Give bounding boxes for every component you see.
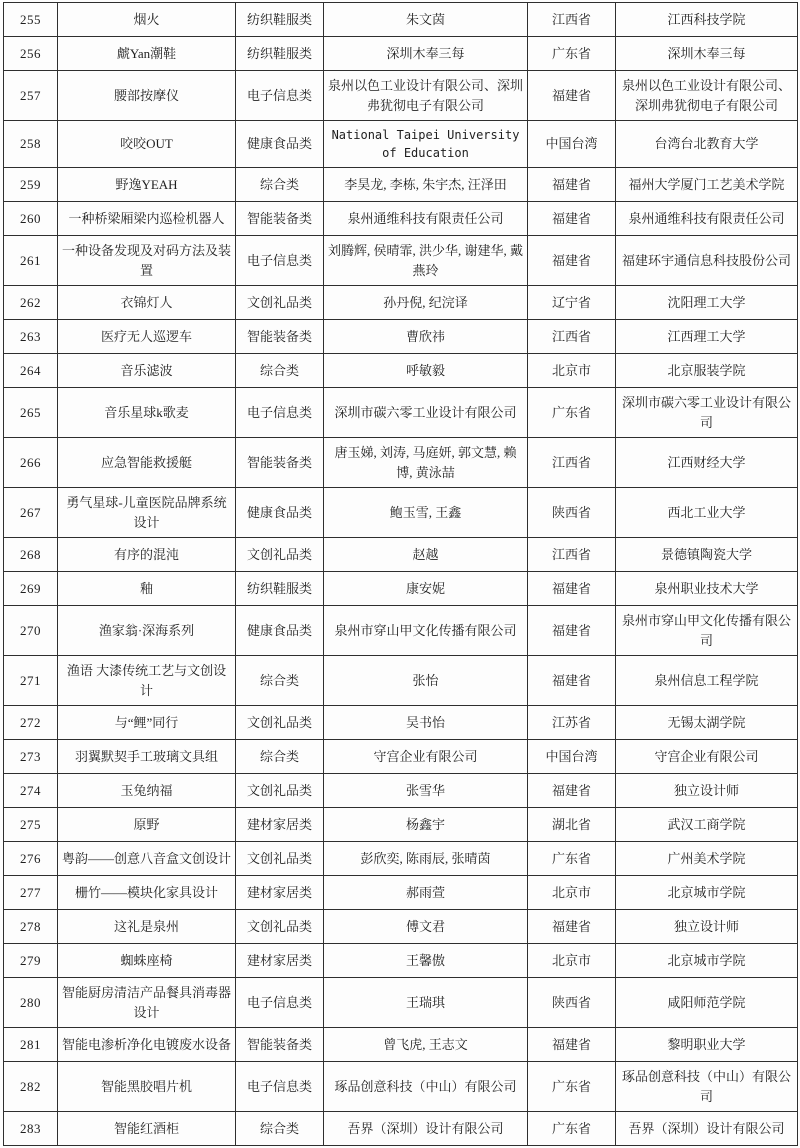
table-row: [4, 168, 798, 202]
cell-number: 267: [4, 488, 58, 538]
cell-authors: 孙丹倪, 纪浣译: [324, 286, 528, 320]
cell-province: 福建省: [528, 572, 616, 606]
table-row: [4, 71, 798, 121]
cell-authors: 鲍玉雪, 王鑫: [324, 488, 528, 538]
cell-authors: 杨鑫宇: [324, 808, 528, 842]
cell-authors: 泉州以色工业设计有限公司、深圳弗犹彻电子有限公司: [324, 71, 528, 121]
cell-province: 湖北省: [528, 808, 616, 842]
cell-category: 智能装备类: [236, 438, 324, 488]
cell-category: 建材家居类: [236, 808, 324, 842]
cell-authors: 守宫企业有限公司: [324, 740, 528, 774]
cell-authors: 深圳市碳六零工业设计有限公司: [324, 388, 528, 438]
cell-institution: 咸阳师范学院: [616, 978, 798, 1028]
cell-province: 广东省: [528, 1112, 616, 1146]
table-row: [4, 236, 798, 286]
cell-province: 江苏省: [528, 706, 616, 740]
cell-category: 电子信息类: [236, 236, 324, 286]
cell-institution: 深圳市碳六零工业设计有限公司: [616, 388, 798, 438]
cell-category: 综合类: [236, 1112, 324, 1146]
cell-category: 文创礼品类: [236, 910, 324, 944]
cell-category: 电子信息类: [236, 1062, 324, 1112]
table-row: [4, 706, 798, 740]
cell-category: 综合类: [236, 168, 324, 202]
cell-province: 福建省: [528, 236, 616, 286]
cell-institution: 独立设计师: [616, 774, 798, 808]
cell-institution: 泉州以色工业设计有限公司、深圳弗犹彻电子有限公司: [616, 71, 798, 121]
cell-name: 腰部按摩仪: [58, 71, 236, 121]
table-row: [4, 876, 798, 910]
cell-category: 纺织鞋服类: [236, 572, 324, 606]
entry-table: [3, 2, 798, 1146]
cell-institution: 守宫企业有限公司: [616, 740, 798, 774]
cell-category: 电子信息类: [236, 71, 324, 121]
cell-name: 医疗无人巡逻车: [58, 320, 236, 354]
table-row: [4, 438, 798, 488]
cell-number: 265: [4, 388, 58, 438]
cell-institution: 福建环宇通信息科技股份公司: [616, 236, 798, 286]
cell-institution: 景德镇陶瓷大学: [616, 538, 798, 572]
table-row: [4, 3, 798, 37]
cell-institution: 泉州信息工程学院: [616, 656, 798, 706]
cell-institution: 泉州市穿山甲文化传播有限公司: [616, 606, 798, 656]
cell-institution: 北京城市学院: [616, 876, 798, 910]
table-row: [4, 320, 798, 354]
cell-name: 衣锦灯人: [58, 286, 236, 320]
cell-category: 文创礼品类: [236, 706, 324, 740]
cell-name: 智能厨房清洁产品餐具消毒器设计: [58, 978, 236, 1028]
table-row: [4, 572, 798, 606]
cell-number: 257: [4, 71, 58, 121]
cell-province: 北京市: [528, 876, 616, 910]
cell-name: 智能电渗析净化电镀废水设备: [58, 1028, 236, 1062]
cell-province: 福建省: [528, 606, 616, 656]
cell-name: 栅竹——模块化家具设计: [58, 876, 236, 910]
table-row: [4, 808, 798, 842]
cell-institution: 沈阳理工大学: [616, 286, 798, 320]
cell-name: 音乐滤波: [58, 354, 236, 388]
cell-province: 福建省: [528, 71, 616, 121]
cell-category: 健康食品类: [236, 121, 324, 168]
cell-authors: 泉州通维科技有限责任公司: [324, 202, 528, 236]
cell-province: 福建省: [528, 656, 616, 706]
cell-name: 原野: [58, 808, 236, 842]
cell-province: 福建省: [528, 1028, 616, 1062]
table-row: [4, 202, 798, 236]
cell-province: 北京市: [528, 944, 616, 978]
cell-authors: 琢品创意科技（中山）有限公司: [324, 1062, 528, 1112]
cell-category: 电子信息类: [236, 388, 324, 438]
cell-number: 262: [4, 286, 58, 320]
cell-province: 江西省: [528, 538, 616, 572]
cell-authors: 吴书怡: [324, 706, 528, 740]
cell-institution: 深圳木奉三每: [616, 37, 798, 71]
cell-name: 玉兔纳福: [58, 774, 236, 808]
cell-number: 269: [4, 572, 58, 606]
cell-name: 虤Yan潮鞋: [58, 37, 236, 71]
cell-number: 277: [4, 876, 58, 910]
cell-province: 广东省: [528, 388, 616, 438]
cell-number: 282: [4, 1062, 58, 1112]
cell-category: 电子信息类: [236, 978, 324, 1028]
cell-province: 福建省: [528, 774, 616, 808]
cell-institution: 福州大学厦门工艺美术学院: [616, 168, 798, 202]
cell-name: 音乐星球k歌麦: [58, 388, 236, 438]
cell-authors: 呼敏毅: [324, 354, 528, 388]
table-row: [4, 37, 798, 71]
table-row: [4, 538, 798, 572]
cell-institution: 台湾台北教育大学: [616, 121, 798, 168]
cell-authors: 赵越: [324, 538, 528, 572]
table-row: [4, 488, 798, 538]
cell-authors: National Taipei University of Education: [324, 121, 528, 168]
cell-province: 福建省: [528, 910, 616, 944]
cell-number: 275: [4, 808, 58, 842]
cell-institution: 武汉工商学院: [616, 808, 798, 842]
cell-name: 一种桥梁厢梁内巡检机器人: [58, 202, 236, 236]
cell-category: 健康食品类: [236, 488, 324, 538]
entry-table-body: [4, 3, 798, 1146]
cell-institution: 无锡太湖学院: [616, 706, 798, 740]
cell-number: 270: [4, 606, 58, 656]
cell-institution: 广州美术学院: [616, 842, 798, 876]
cell-number: 274: [4, 774, 58, 808]
cell-category: 纺织鞋服类: [236, 37, 324, 71]
cell-category: 健康食品类: [236, 606, 324, 656]
cell-number: 271: [4, 656, 58, 706]
cell-authors: 张雪华: [324, 774, 528, 808]
cell-number: 266: [4, 438, 58, 488]
cell-number: 276: [4, 842, 58, 876]
cell-category: 智能装备类: [236, 202, 324, 236]
cell-number: 259: [4, 168, 58, 202]
cell-authors: 唐玉娣, 刘涛, 马庭妍, 郭文慧, 赖博, 黄泳喆: [324, 438, 528, 488]
cell-number: 255: [4, 3, 58, 37]
cell-authors: 朱文茵: [324, 3, 528, 37]
cell-name: 渔家翁·深海系列: [58, 606, 236, 656]
cell-name: 智能黑胶唱片机: [58, 1062, 236, 1112]
cell-number: 256: [4, 37, 58, 71]
cell-category: 文创礼品类: [236, 538, 324, 572]
cell-authors: 泉州市穿山甲文化传播有限公司: [324, 606, 528, 656]
cell-name: 与“鲤”同行: [58, 706, 236, 740]
cell-authors: 吾界（深圳）设计有限公司: [324, 1112, 528, 1146]
cell-name: 有序的混沌: [58, 538, 236, 572]
table-row: [4, 740, 798, 774]
cell-institution: 江西科技学院: [616, 3, 798, 37]
cell-authors: 王馨傲: [324, 944, 528, 978]
cell-number: 258: [4, 121, 58, 168]
table-row: [4, 354, 798, 388]
cell-authors: 张怡: [324, 656, 528, 706]
table-row: [4, 656, 798, 706]
cell-number: 280: [4, 978, 58, 1028]
cell-province: 中国台湾: [528, 740, 616, 774]
cell-category: 综合类: [236, 740, 324, 774]
cell-authors: 郝雨萱: [324, 876, 528, 910]
cell-name: 羽翼默契手工玻璃文具组: [58, 740, 236, 774]
table-row: [4, 606, 798, 656]
cell-name: 烟火: [58, 3, 236, 37]
table-row: [4, 774, 798, 808]
cell-name: 勇气星球-儿童医院品牌系统设计: [58, 488, 236, 538]
cell-institution: 西北工业大学: [616, 488, 798, 538]
cell-name: 粤韵——创意八音盒文创设计: [58, 842, 236, 876]
cell-category: 综合类: [236, 656, 324, 706]
cell-authors: 深圳木奉三每: [324, 37, 528, 71]
cell-institution: 黎明职业大学: [616, 1028, 798, 1062]
cell-name: 蜘蛛座椅: [58, 944, 236, 978]
cell-category: 文创礼品类: [236, 842, 324, 876]
cell-authors: 曾飞虎, 王志文: [324, 1028, 528, 1062]
table-row: [4, 910, 798, 944]
cell-name: 野逸YEAH: [58, 168, 236, 202]
cell-authors: 康安妮: [324, 572, 528, 606]
table-row: [4, 1112, 798, 1146]
cell-province: 中国台湾: [528, 121, 616, 168]
cell-authors: 彭欣奕, 陈雨辰, 张晴茵: [324, 842, 528, 876]
cell-institution: 北京服装学院: [616, 354, 798, 388]
table-row: [4, 842, 798, 876]
table-row: [4, 388, 798, 438]
table-row: [4, 944, 798, 978]
cell-category: 建材家居类: [236, 876, 324, 910]
cell-province: 广东省: [528, 1062, 616, 1112]
cell-institution: 琢品创意科技（中山）有限公司: [616, 1062, 798, 1112]
cell-number: 273: [4, 740, 58, 774]
cell-number: 268: [4, 538, 58, 572]
cell-name: 一种设备发现及对码方法及装置: [58, 236, 236, 286]
cell-province: 福建省: [528, 168, 616, 202]
cell-institution: 独立设计师: [616, 910, 798, 944]
cell-number: 261: [4, 236, 58, 286]
cell-number: 278: [4, 910, 58, 944]
cell-province: 江西省: [528, 320, 616, 354]
cell-authors: 曹欣祎: [324, 320, 528, 354]
table-row: [4, 286, 798, 320]
cell-number: 279: [4, 944, 58, 978]
cell-name: 渔语 大漆传统工艺与文创设计: [58, 656, 236, 706]
cell-number: 281: [4, 1028, 58, 1062]
cell-number: 263: [4, 320, 58, 354]
cell-authors: 傅文君: [324, 910, 528, 944]
cell-number: 264: [4, 354, 58, 388]
table-row: [4, 1062, 798, 1112]
cell-province: 辽宁省: [528, 286, 616, 320]
cell-province: 广东省: [528, 37, 616, 71]
cell-province: 江西省: [528, 438, 616, 488]
cell-category: 智能装备类: [236, 320, 324, 354]
cell-province: 广东省: [528, 842, 616, 876]
table-row: [4, 1028, 798, 1062]
cell-authors: 王瑞琪: [324, 978, 528, 1028]
cell-name: 这礼是泉州: [58, 910, 236, 944]
cell-province: 福建省: [528, 202, 616, 236]
cell-category: 文创礼品类: [236, 774, 324, 808]
cell-authors: 李昊龙, 李栋, 朱宇杰, 汪泽田: [324, 168, 528, 202]
cell-category: 智能装备类: [236, 1028, 324, 1062]
cell-name: 釉: [58, 572, 236, 606]
table-row: [4, 978, 798, 1028]
cell-name: 应急智能救援艇: [58, 438, 236, 488]
cell-authors: 刘腾辉, 侯晴霏, 洪少华, 谢建华, 戴燕玲: [324, 236, 528, 286]
cell-institution: 吾界（深圳）设计有限公司: [616, 1112, 798, 1146]
cell-province: 陕西省: [528, 978, 616, 1028]
cell-institution: 江西财经大学: [616, 438, 798, 488]
cell-province: 北京市: [528, 354, 616, 388]
cell-province: 陕西省: [528, 488, 616, 538]
cell-institution: 泉州职业技术大学: [616, 572, 798, 606]
cell-category: 综合类: [236, 354, 324, 388]
cell-name: 咬咬OUT: [58, 121, 236, 168]
cell-category: 建材家居类: [236, 944, 324, 978]
cell-name: 智能红酒柜: [58, 1112, 236, 1146]
cell-institution: 北京城市学院: [616, 944, 798, 978]
cell-category: 纺织鞋服类: [236, 3, 324, 37]
cell-province: 江西省: [528, 3, 616, 37]
table-row: [4, 121, 798, 168]
cell-category: 文创礼品类: [236, 286, 324, 320]
cell-institution: 泉州通维科技有限责任公司: [616, 202, 798, 236]
cell-number: 272: [4, 706, 58, 740]
cell-institution: 江西理工大学: [616, 320, 798, 354]
cell-number: 260: [4, 202, 58, 236]
cell-number: 283: [4, 1112, 58, 1146]
